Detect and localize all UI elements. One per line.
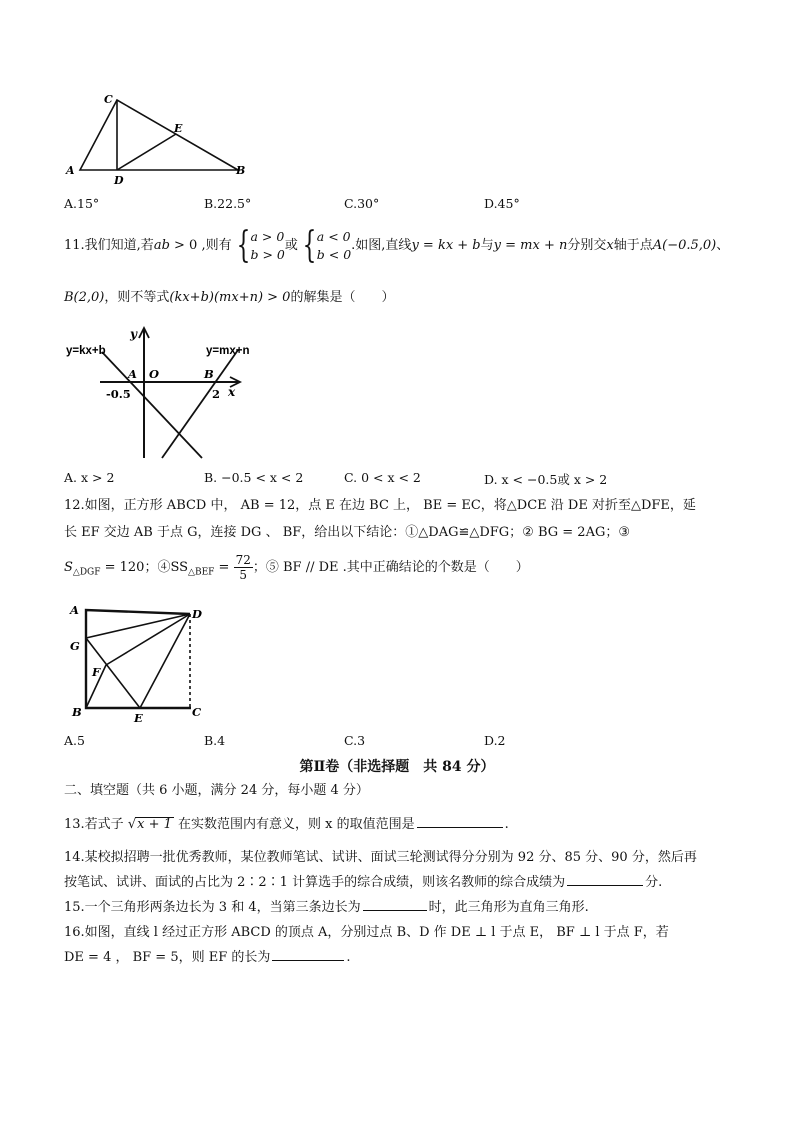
q11-option-b: B. −0.5 < x < 2 (204, 470, 304, 485)
label-b: B (236, 164, 246, 177)
q12-line3: $S_{\triangle DGF} = 120$；$④SS_{\triangle BEF}$ = $\frac{72}{5}$ ；⑤ BF // DE .其中正确结论的个数是（ ） (64, 553, 529, 582)
q16-answer-blank[interactable] (272, 948, 344, 961)
q11-line1: 11.我们知道,若ab > 0 ,则有 {a > 0 b > 0或 {a < 0 b < 0.如图,直线y = kx + b与y = mx + n分别交x轴于点A(−0.5,0)、 (64, 224, 730, 266)
brace-left: { (236, 224, 250, 266)
label-d: D (114, 174, 124, 187)
lines-graph-figure (62, 322, 262, 464)
q13-answer-blank[interactable] (417, 815, 503, 828)
label-line-mx: y=mx+n (206, 345, 250, 357)
q12-option-d: D.2 (484, 733, 506, 748)
label-g: G (70, 639, 80, 653)
q14-line2: 按笔试、试讲、面试的占比为 2∶2∶1 计算选手的综合成绩，则该名教师的综合成绩为 分. (64, 875, 663, 890)
brace-left-2: { (302, 224, 317, 266)
system-positive: a > 0 b > 0 (250, 228, 285, 262)
label-y-axis: y (130, 327, 137, 341)
q14-answer-blank[interactable] (567, 873, 643, 886)
label-line-kx: y=kx+b (66, 345, 106, 357)
label-e: E (174, 122, 183, 135)
fraction-72-5: $\frac{72}{5}$ (235, 553, 251, 582)
label-b: B (204, 367, 214, 381)
q14-line1: 14.某校拟招聘一批优秀教师，某位教师笔试、试讲、面试三轮测试得分分别为 92 分、85 分、90 分，然后再 (64, 850, 697, 865)
label-neg-half: -0.5 (106, 387, 131, 401)
label-a: A (70, 603, 79, 617)
q10-option-c: C.30° (344, 196, 380, 211)
triangle-figure (60, 90, 260, 190)
q15-answer-blank[interactable] (363, 898, 427, 911)
q12-line2: 长 EF 交边 AB 于点 G，连接 DG 、 BF，给出以下结论：①△DAG≌△DFG；② BG = 2AG；③ (64, 525, 631, 540)
section-title: 第Ⅱ卷（非选择题 共 84 分） (299, 759, 495, 775)
label-x-axis: x (228, 385, 236, 399)
q16-line2: DE = 4 ， BF = 5，则 EF 的长为 . (64, 950, 351, 965)
label-two: 2 (212, 387, 221, 401)
q10-option-b: B.22.5° (204, 196, 252, 211)
label-e: E (134, 711, 143, 724)
q12-option-b: B.4 (204, 733, 226, 748)
q11-option-d: D. x < −0.5或 x > 2 (484, 472, 608, 487)
label-c: C (104, 93, 113, 106)
q12-line1: 12.如图，正方形 ABCD 中， AB = 12，点 E 在边 BC 上， BE = EC，将△DCE 沿 DE 对折至△DFE，延 (64, 498, 696, 513)
q12-option-c: C.3 (344, 733, 366, 748)
q16-line1: 16.如图，直线 l 经过正方形 ABCD 的顶点 A，分别过点 B、D 作 DE ⊥ l 于点 E， BF ⊥ l 于点 F，若 (64, 925, 669, 940)
q13: 13.若式子 √x + 1 在实数范围内有意义，则 x 的取值范围是 . (64, 817, 509, 832)
label-o: O (149, 367, 160, 381)
section-subtitle: 二、填空题（共 6 小题，满分 24 分，每小题 4 分） (64, 783, 369, 798)
square-figure (62, 598, 212, 724)
label-c: C (192, 705, 202, 719)
q10-option-d: D.45° (484, 196, 520, 211)
q12-option-a: A.5 (64, 733, 85, 748)
label-b: B (72, 705, 82, 719)
label-d: D (192, 607, 202, 621)
q15: 15.一个三角形两条边长为 3 和 4，当第三条边长为 时，此三角形为直角三角形. (64, 900, 589, 915)
q11-option-c: C. 0 < x < 2 (344, 470, 421, 485)
system-negative: a < 0 b < 0 (316, 228, 352, 262)
q11-option-a: A. x > 2 (64, 470, 115, 485)
q11-line2: B(2,0)，则不等式(kx+b)(mx+n) > 0的解集是（ ） (64, 290, 395, 305)
label-a: A (66, 164, 75, 177)
sqrt-sign: √ (127, 817, 137, 832)
label-a: A (128, 367, 137, 381)
q10-option-a: A.15° (64, 196, 100, 211)
label-f: F (92, 665, 101, 679)
